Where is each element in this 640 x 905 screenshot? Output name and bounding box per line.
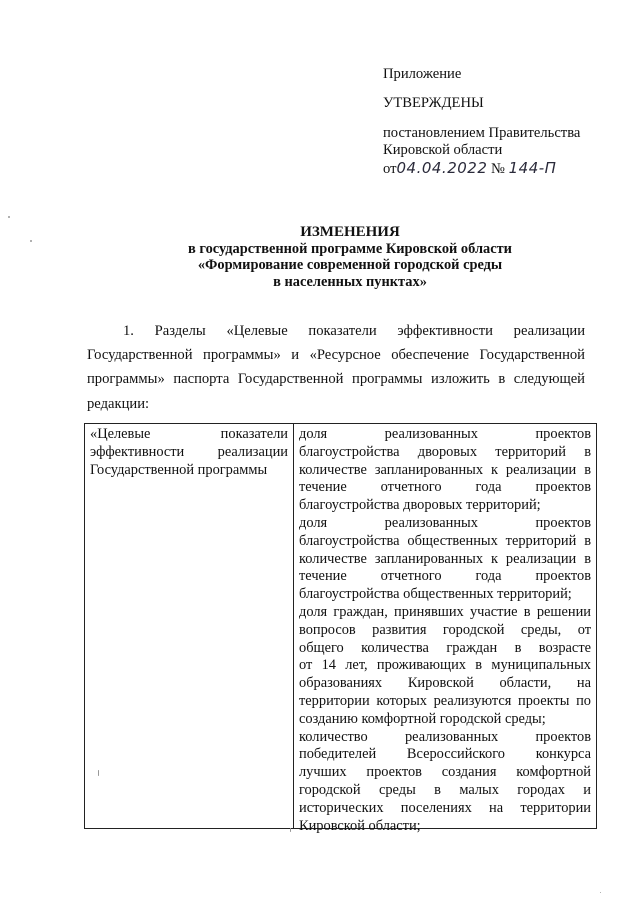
title-line-4: в населенных пунктах»	[273, 273, 427, 290]
paragraph-line: программы» паспорта Государственной программы изложить в следующей	[87, 371, 585, 388]
content-line: благоустройства общественных территорий;	[299, 586, 572, 603]
content-line: территории которых реализуются проекты по	[299, 692, 591, 709]
title-main: ИЗМЕНЕНИЯ	[300, 224, 400, 240]
label-line: эффективности реализации	[90, 443, 288, 460]
title-line-2: в государственной программе Кировской области	[188, 240, 512, 257]
content-line: лучших проектов создания комфортной	[299, 764, 591, 781]
content-line: Кировской области;	[299, 817, 421, 834]
content-line: благоустройства общественных территорий в	[299, 532, 591, 549]
table-column-divider	[293, 424, 294, 828]
date-prefix: от	[383, 160, 397, 177]
content-line: благоустройства дворовых территорий в	[299, 443, 591, 460]
handwritten-date: 04.04.2022	[396, 158, 488, 177]
scan-speck	[30, 240, 32, 242]
region-label: Кировской области	[383, 142, 503, 159]
content-line: доля реализованных проектов	[299, 514, 591, 531]
content-line: течение отчетного года проектов	[299, 568, 591, 585]
content-line: течение отчетного года проектов	[299, 479, 591, 496]
date-number-line	[383, 160, 613, 178]
resolution-label: постановлением Правительства	[383, 124, 581, 141]
table-cell-label	[90, 426, 288, 479]
scan-speck	[8, 216, 10, 218]
document-title	[150, 224, 550, 290]
content-line: благоустройства дворовых территорий;	[299, 497, 541, 514]
content-line: общего количества граждан в возрасте	[299, 639, 591, 656]
content-line: исторических поселениях на территории	[299, 799, 591, 816]
content-line: количестве запланированных к реализации в	[299, 461, 591, 478]
content-line: городской среды в малых городах и	[299, 781, 591, 798]
amendment-paragraph	[87, 319, 585, 416]
paragraph-line: 1. Разделы «Целевые показатели эффективности реализации	[123, 323, 585, 339]
content-line: доля реализованных проектов	[299, 426, 591, 442]
indicators-table	[84, 423, 597, 834]
approved-label: УТВЕРЖДЕНЫ	[383, 95, 484, 112]
content-line: количестве запланированных к реализации в	[299, 550, 591, 567]
content-line: созданию комфортной городской среды;	[299, 710, 546, 727]
scan-speck	[600, 892, 601, 893]
paragraph-line: Государственной программы» и «Ресурсное обеспечение Государственной	[87, 347, 585, 364]
content-line: от 14 лет, проживающих в муниципальных	[299, 657, 591, 674]
number-sign: №	[491, 160, 505, 177]
title-line-3: «Формирование современной городской среды	[197, 257, 503, 273]
content-line: победителей Всероссийского конкурса	[299, 746, 591, 763]
paragraph-line: редакции:	[87, 395, 150, 412]
approval-block	[383, 66, 613, 178]
handwritten-number: 144-П	[508, 158, 557, 177]
label-line: Государственной программы	[90, 461, 268, 478]
content-line: доля граждан, принявших участие в решении	[299, 603, 591, 620]
scan-speck	[290, 828, 291, 832]
scan-speck	[98, 770, 99, 776]
content-line: образованиях Кировской области, на	[299, 675, 591, 692]
content-line: вопросов развития городской среды, от	[299, 621, 591, 638]
label-line: «Целевые показатели	[90, 426, 288, 442]
content-line: количество реализованных проектов	[299, 728, 591, 745]
table-cell-content	[299, 426, 591, 835]
appendix-label: Приложение	[383, 66, 462, 82]
